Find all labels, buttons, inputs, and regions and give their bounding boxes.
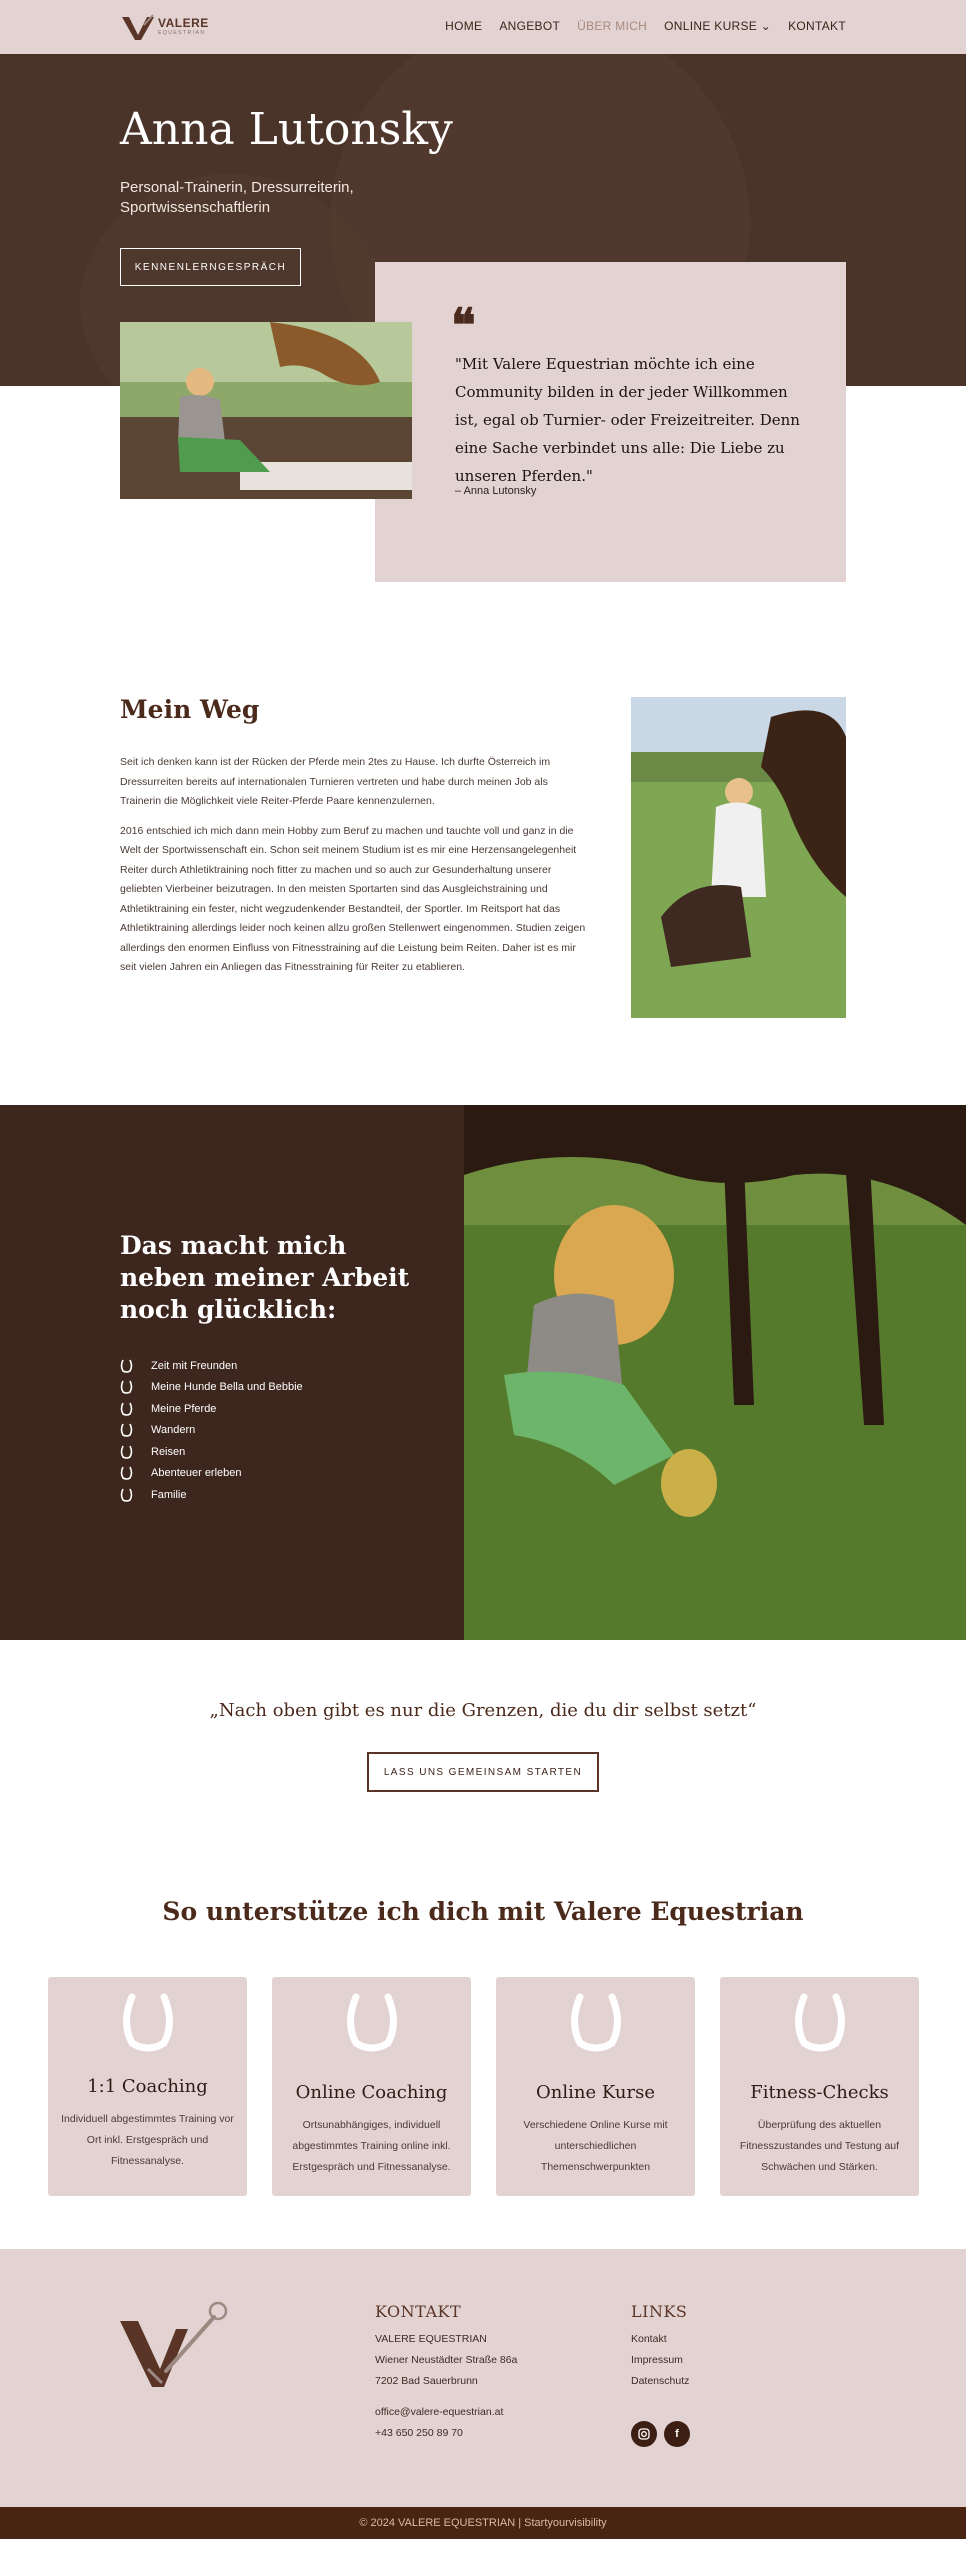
list-item (120, 1441, 303, 1463)
quote-author: – Anna Lutonsky (455, 485, 537, 497)
horseshoe-icon (120, 1445, 133, 1459)
list-item (120, 1484, 303, 1506)
quote-box (375, 262, 846, 582)
anna-in-meadow-photo (464, 1105, 966, 1640)
anna-dog-horse-photo (631, 697, 846, 1018)
site-footer (0, 2249, 966, 2507)
services-title: So unterstütze ich dich mit Valere Equestrian (162, 1897, 804, 1926)
hero-subtitle: Personal-Trainerin, Dressurreiterin, Sportwissenschaftlerin (120, 179, 354, 216)
service-card-description: Ortsunabhängiges, individuell abgestimmtes Training online inkl. Erstgespräch und Fitnessanalyse. (292, 2119, 451, 2173)
motto-quote: „Nach oben gibt es nur die Grenzen, die du dir selbst setzt“ (209, 1700, 757, 1721)
site-logo[interactable] (120, 13, 209, 41)
horseshoe-icon (120, 1423, 133, 1437)
footer-company: VALERE EQUESTRIAN (375, 2333, 487, 2345)
footer-email-link[interactable]: office@valere-equestrian.at (375, 2406, 504, 2418)
quote-text: "Mit Valere Equestrian möchte ich eine Community bilden in der jeder Willkommen ist, egal ob Turnier- oder Freizeitreiter. Denn eine Sache verbindet uns alle: Die Liebe zu unseren Pferden." (455, 355, 800, 485)
anna-with-horse-photo (120, 322, 412, 499)
nav-angebot[interactable]: ANGEBOT (499, 19, 561, 33)
service-card-online-kurse[interactable] (496, 1977, 695, 2196)
footer-contact-title: KONTAKT (375, 2302, 462, 2321)
hobbies-list (120, 1355, 303, 1506)
horseshoe-icon (345, 1993, 399, 2053)
hobby-label: Familie (151, 1488, 187, 1501)
copyright-bar: © 2024 VALERE EQUESTRIAN | Startyourvisibility (0, 2507, 966, 2539)
footer-city: 7202 Bad Sauerbrunn (375, 2375, 478, 2387)
horseshoe-icon (121, 1993, 175, 2053)
hobby-label: Reisen (151, 1445, 186, 1458)
logo-mark-icon (120, 13, 156, 41)
social-links (631, 2421, 690, 2447)
service-card-fitness-checks[interactable] (720, 1977, 919, 2196)
hobbies-title: Das macht mich neben meiner Arbeit noch glücklich: (120, 1231, 410, 1324)
nav-kontakt[interactable]: KONTAKT (788, 19, 846, 33)
hobbies-section (0, 1105, 966, 1640)
facebook-icon[interactable]: f (664, 2421, 690, 2447)
service-card-online-coaching[interactable] (272, 1977, 471, 2196)
footer-link-kontakt[interactable]: Kontakt (631, 2333, 667, 2345)
service-card-title: Online Coaching (295, 2082, 448, 2103)
gemeinsam-starten-button[interactable]: LASS UNS GEMEINSAM STARTEN (367, 1752, 599, 1792)
service-card-description: Individuell abgestimmtes Training vor Ort inkl. Erstgespräch und Fitnessanalyse. (61, 2113, 234, 2167)
mein-weg-paragraph-1: Seit ich denken kann ist der Rücken der Pferde mein 2tes zu Hause. Ich durfte Österreich im Dressurreiten bereits auf internationalen Turnieren vertreten und habe durch meinen Job als Trainerin die Möglichkeit viele Reiter-Pferde Paare kennenzulernen. (120, 756, 551, 807)
horseshoe-icon (120, 1488, 133, 1502)
service-card-coaching[interactable] (48, 1977, 247, 2196)
horseshoe-icon (793, 1993, 847, 2053)
list-item (120, 1377, 303, 1399)
footer-links (631, 2302, 689, 2392)
footer-logo-icon (118, 2299, 228, 2389)
footer-link-impressum[interactable]: Impressum (631, 2354, 683, 2366)
hobby-label: Zeit mit Freunden (151, 1359, 238, 1372)
photo-illustration (464, 1105, 966, 1640)
nav-ueber-mich[interactable]: ÜBER MICH (577, 19, 648, 33)
hobby-label: Meine Hunde Bella und Bebbie (151, 1381, 303, 1394)
list-item (120, 1463, 303, 1485)
footer-contact (375, 2302, 517, 2444)
services-cards (48, 1977, 919, 2196)
instagram-icon[interactable] (631, 2421, 657, 2447)
footer-link-datenschutz[interactable]: Datenschutz (631, 2375, 690, 2387)
service-card-description: Überprüfung des aktuellen Fitnesszustandes und Testung auf Schwächen und Stärken. (739, 2119, 900, 2173)
quote-icon: ❝ (451, 298, 476, 352)
footer-links-title: LINKS (631, 2302, 688, 2321)
hobby-label: Wandern (151, 1424, 196, 1437)
nav-home[interactable]: HOME (445, 19, 483, 33)
service-card-title: Fitness-Checks (750, 2082, 889, 2103)
service-card-title: 1:1 Coaching (87, 2076, 208, 2097)
kennenlerngespraech-button[interactable]: KENNENLERNGESPRÄCH (120, 248, 301, 286)
nav-online-kurse[interactable]: ONLINE KURSE ⌄ (664, 19, 772, 33)
horseshoe-icon (569, 1993, 623, 2053)
mein-weg-text (120, 753, 590, 988)
horseshoe-icon (120, 1359, 133, 1373)
mein-weg-paragraph-2: 2016 entschied ich mich dann mein Hobby zum Beruf zu machen und tauchte voll und ganz in die Welt der Sportwissenschaft ein. Schon seit meinem Studium ist es mir eine Herzensangelegenheit Reiter durch Athletiktraining noch fitter zu machen und so auch zur Gesunderhaltung unserer geliebten Vierbeiner beizutragen. In den meisten Sportarten sind das Ausgleichstraining und Athletiktraining ein fester, nicht wegzudenkender Bestandteil, der Sportler. Im Reitsport hat das Athletiktraining allerdings leider noch keinen allzu großen Stellenwert eingenommen. Studien zeigen allerdings den enormen Einfluss von Fitnesstraining auf die Leistung beim Reiten. Daher ist es mir seit vielen Jahren ein Anliegen das Fitnesstraining für Reiter zu etablieren. (120, 824, 586, 973)
mein-weg-title: Mein Weg (120, 695, 260, 724)
hobby-label: Abenteuer erleben (151, 1467, 242, 1480)
logo-main-text: VALERE (158, 16, 209, 30)
footer-street: Wiener Neustädter Straße 86a (375, 2354, 518, 2366)
horseshoe-icon (120, 1402, 133, 1416)
photo-illustration (631, 697, 846, 1018)
logo-sub-text: EQUESTRIAN (158, 30, 206, 36)
horseshoe-icon (120, 1466, 133, 1480)
site-header (0, 0, 966, 54)
hobby-label: Meine Pferde (151, 1402, 217, 1415)
horseshoe-icon (120, 1380, 133, 1394)
list-item (120, 1355, 303, 1377)
photo-illustration (120, 322, 412, 499)
list-item (120, 1398, 303, 1420)
service-card-title: Online Kurse (536, 2082, 655, 2103)
hero-title: Anna Lutonsky (120, 104, 453, 155)
main-nav (445, 19, 846, 33)
list-item (120, 1420, 303, 1442)
service-card-description: Verschiedene Online Kurse mit unterschiedlichen Themenschwerpunkten (523, 2119, 668, 2173)
footer-phone-link[interactable]: +43 650 250 89 70 (375, 2427, 463, 2439)
